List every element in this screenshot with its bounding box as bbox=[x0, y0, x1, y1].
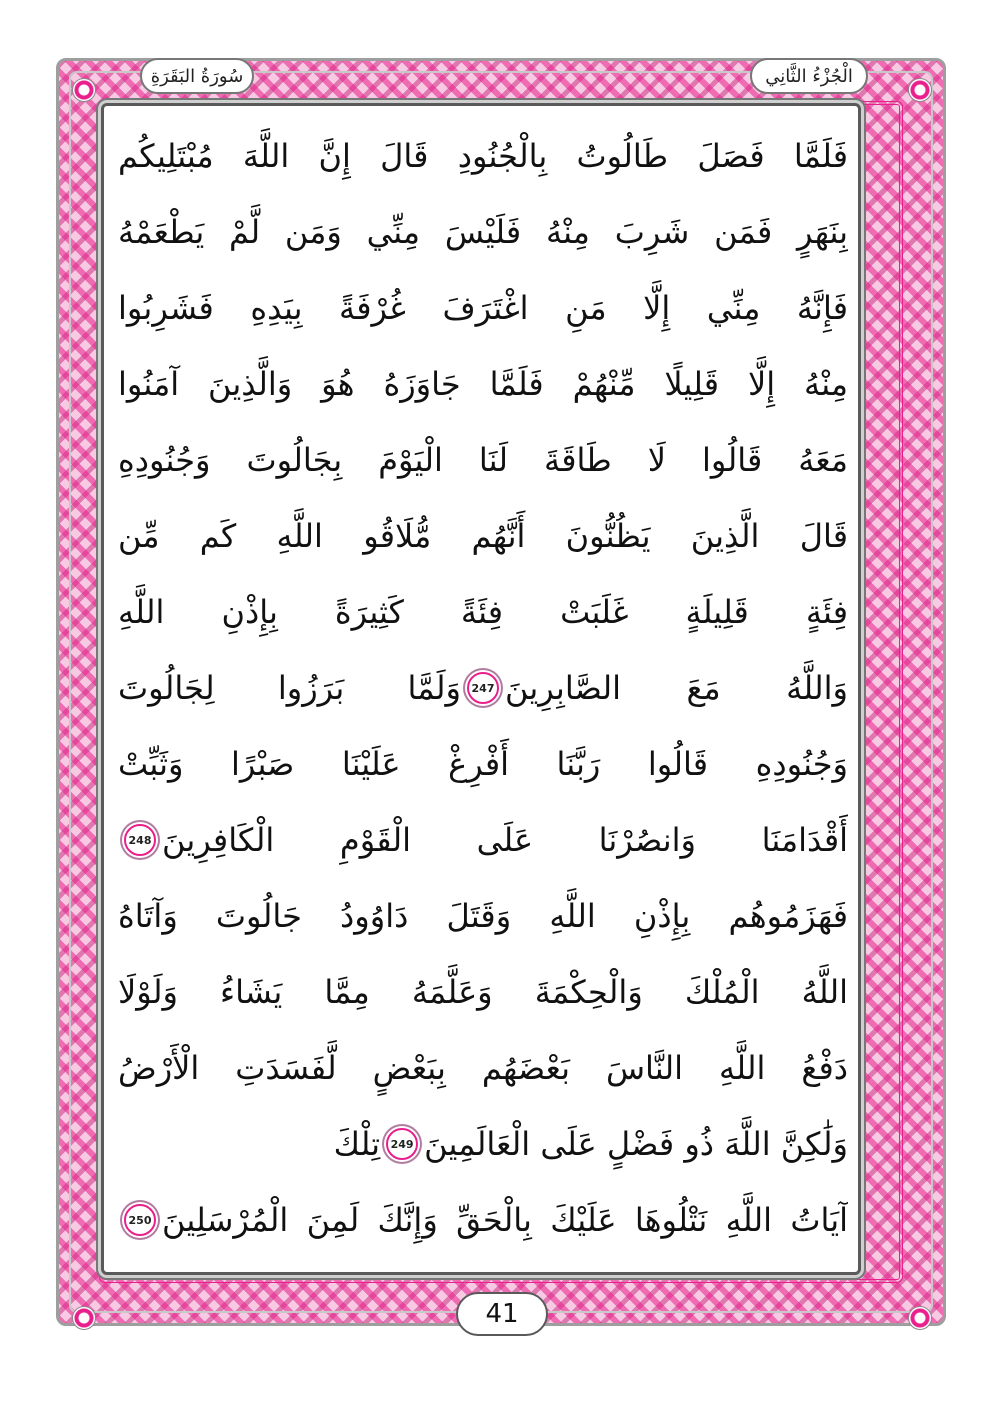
ayah-number-marker: 248 bbox=[124, 824, 156, 856]
ayah-number-marker: 250 bbox=[124, 1204, 156, 1236]
verse-text: فَهَزَمُوهُم بِإِذْنِ اللَّهِ وَقَتَلَ دَاوُودُ جَالُوتَ وَآتَاهُ bbox=[118, 897, 848, 935]
verse-text: فَلَمَّا فَصَلَ طَالُوتُ بِالْجُنُودِ قَالَ إِنَّ اللَّهَ مُبْتَلِيكُم bbox=[118, 137, 848, 175]
verse-line bbox=[118, 118, 848, 194]
verse-line bbox=[118, 422, 848, 498]
verse-line bbox=[118, 878, 848, 954]
verse-text: وَاللَّهُ مَعَ الصَّابِرِينَ bbox=[505, 669, 848, 707]
surah-name-badge: سُورَةُ البَقَرَةِ bbox=[140, 58, 254, 94]
verse-line bbox=[118, 498, 848, 574]
verse-line bbox=[118, 1030, 848, 1106]
verse-text: وَلَمَّا بَرَزُوا لِجَالُوتَ bbox=[118, 669, 461, 707]
corner-ornament-icon bbox=[72, 1306, 96, 1330]
verse-text: دَفْعُ اللَّهِ النَّاسَ بَعْضَهُم بِبَعْضٍ لَّفَسَدَتِ الْأَرْضُ bbox=[118, 1049, 848, 1087]
juz-name-badge: الْجُزْءُ الثَّانِي bbox=[750, 58, 868, 94]
page-number: 41 bbox=[456, 1292, 548, 1336]
verse-text: آيَاتُ اللَّهِ نَتْلُوهَا عَلَيْكَ بِالْحَقِّ وَإِنَّكَ لَمِنَ الْمُرْسَلِينَ bbox=[162, 1201, 848, 1239]
verse-text: فِئَةٍ قَلِيلَةٍ غَلَبَتْ فِئَةً كَثِيرَةً بِإِذْنِ اللَّهِ bbox=[118, 593, 848, 631]
verse-line bbox=[118, 954, 848, 1030]
corner-ornament-icon bbox=[908, 1306, 932, 1330]
verse-line bbox=[118, 270, 848, 346]
verse-line bbox=[118, 194, 848, 270]
verse-line bbox=[118, 802, 848, 878]
verse-lines bbox=[118, 112, 848, 1262]
verse-text: مَعَهُ قَالُوا لَا طَاقَةَ لَنَا الْيَوْمَ بِجَالُوتَ وَجُنُودِهِ bbox=[118, 441, 848, 479]
verse-text: اللَّهُ الْمُلْكَ وَالْحِكْمَةَ وَعَلَّمَهُ مِمَّا يَشَاءُ وَلَوْلَا bbox=[118, 973, 848, 1011]
verse-text: أَقْدَامَنَا وَانصُرْنَا عَلَى الْقَوْمِ الْكَافِرِينَ bbox=[162, 821, 848, 859]
verse-line bbox=[118, 1182, 848, 1258]
verse-text: وَجُنُودِهِ قَالُوا رَبَّنَا أَفْرِغْ عَلَيْنَا صَبْرًا وَثَبِّتْ bbox=[118, 745, 848, 783]
corner-ornament-icon bbox=[72, 78, 96, 102]
verse-line bbox=[118, 1106, 848, 1182]
verse-line bbox=[118, 726, 848, 802]
verse-text: مِنْهُ إِلَّا قَلِيلًا مِّنْهُمْ فَلَمَّا جَاوَزَهُ هُوَ وَالَّذِينَ آمَنُوا bbox=[118, 365, 848, 403]
verse-line bbox=[118, 650, 848, 726]
verse-line bbox=[118, 346, 848, 422]
verse-text: بِنَهَرٍ فَمَن شَرِبَ مِنْهُ فَلَيْسَ مِنِّي وَمَن لَّمْ يَطْعَمْهُ bbox=[118, 213, 848, 251]
verse-text: قَالَ الَّذِينَ يَظُنُّونَ أَنَّهُم مُّلَاقُو اللَّهِ كَم مِّن bbox=[118, 517, 848, 555]
verse-text: وَلَٰكِنَّ اللَّهَ ذُو فَضْلٍ عَلَى الْعَالَمِينَ bbox=[424, 1125, 848, 1163]
verse-line bbox=[118, 574, 848, 650]
corner-ornament-icon bbox=[908, 78, 932, 102]
verse-text: تِلْكَ bbox=[333, 1125, 381, 1163]
ayah-number-marker: 247 bbox=[467, 672, 499, 704]
ayah-number-marker: 249 bbox=[386, 1128, 418, 1160]
verse-text: فَإِنَّهُ مِنِّي إِلَّا مَنِ اغْتَرَفَ غُرْفَةً بِيَدِهِ فَشَرِبُوا bbox=[118, 289, 848, 327]
